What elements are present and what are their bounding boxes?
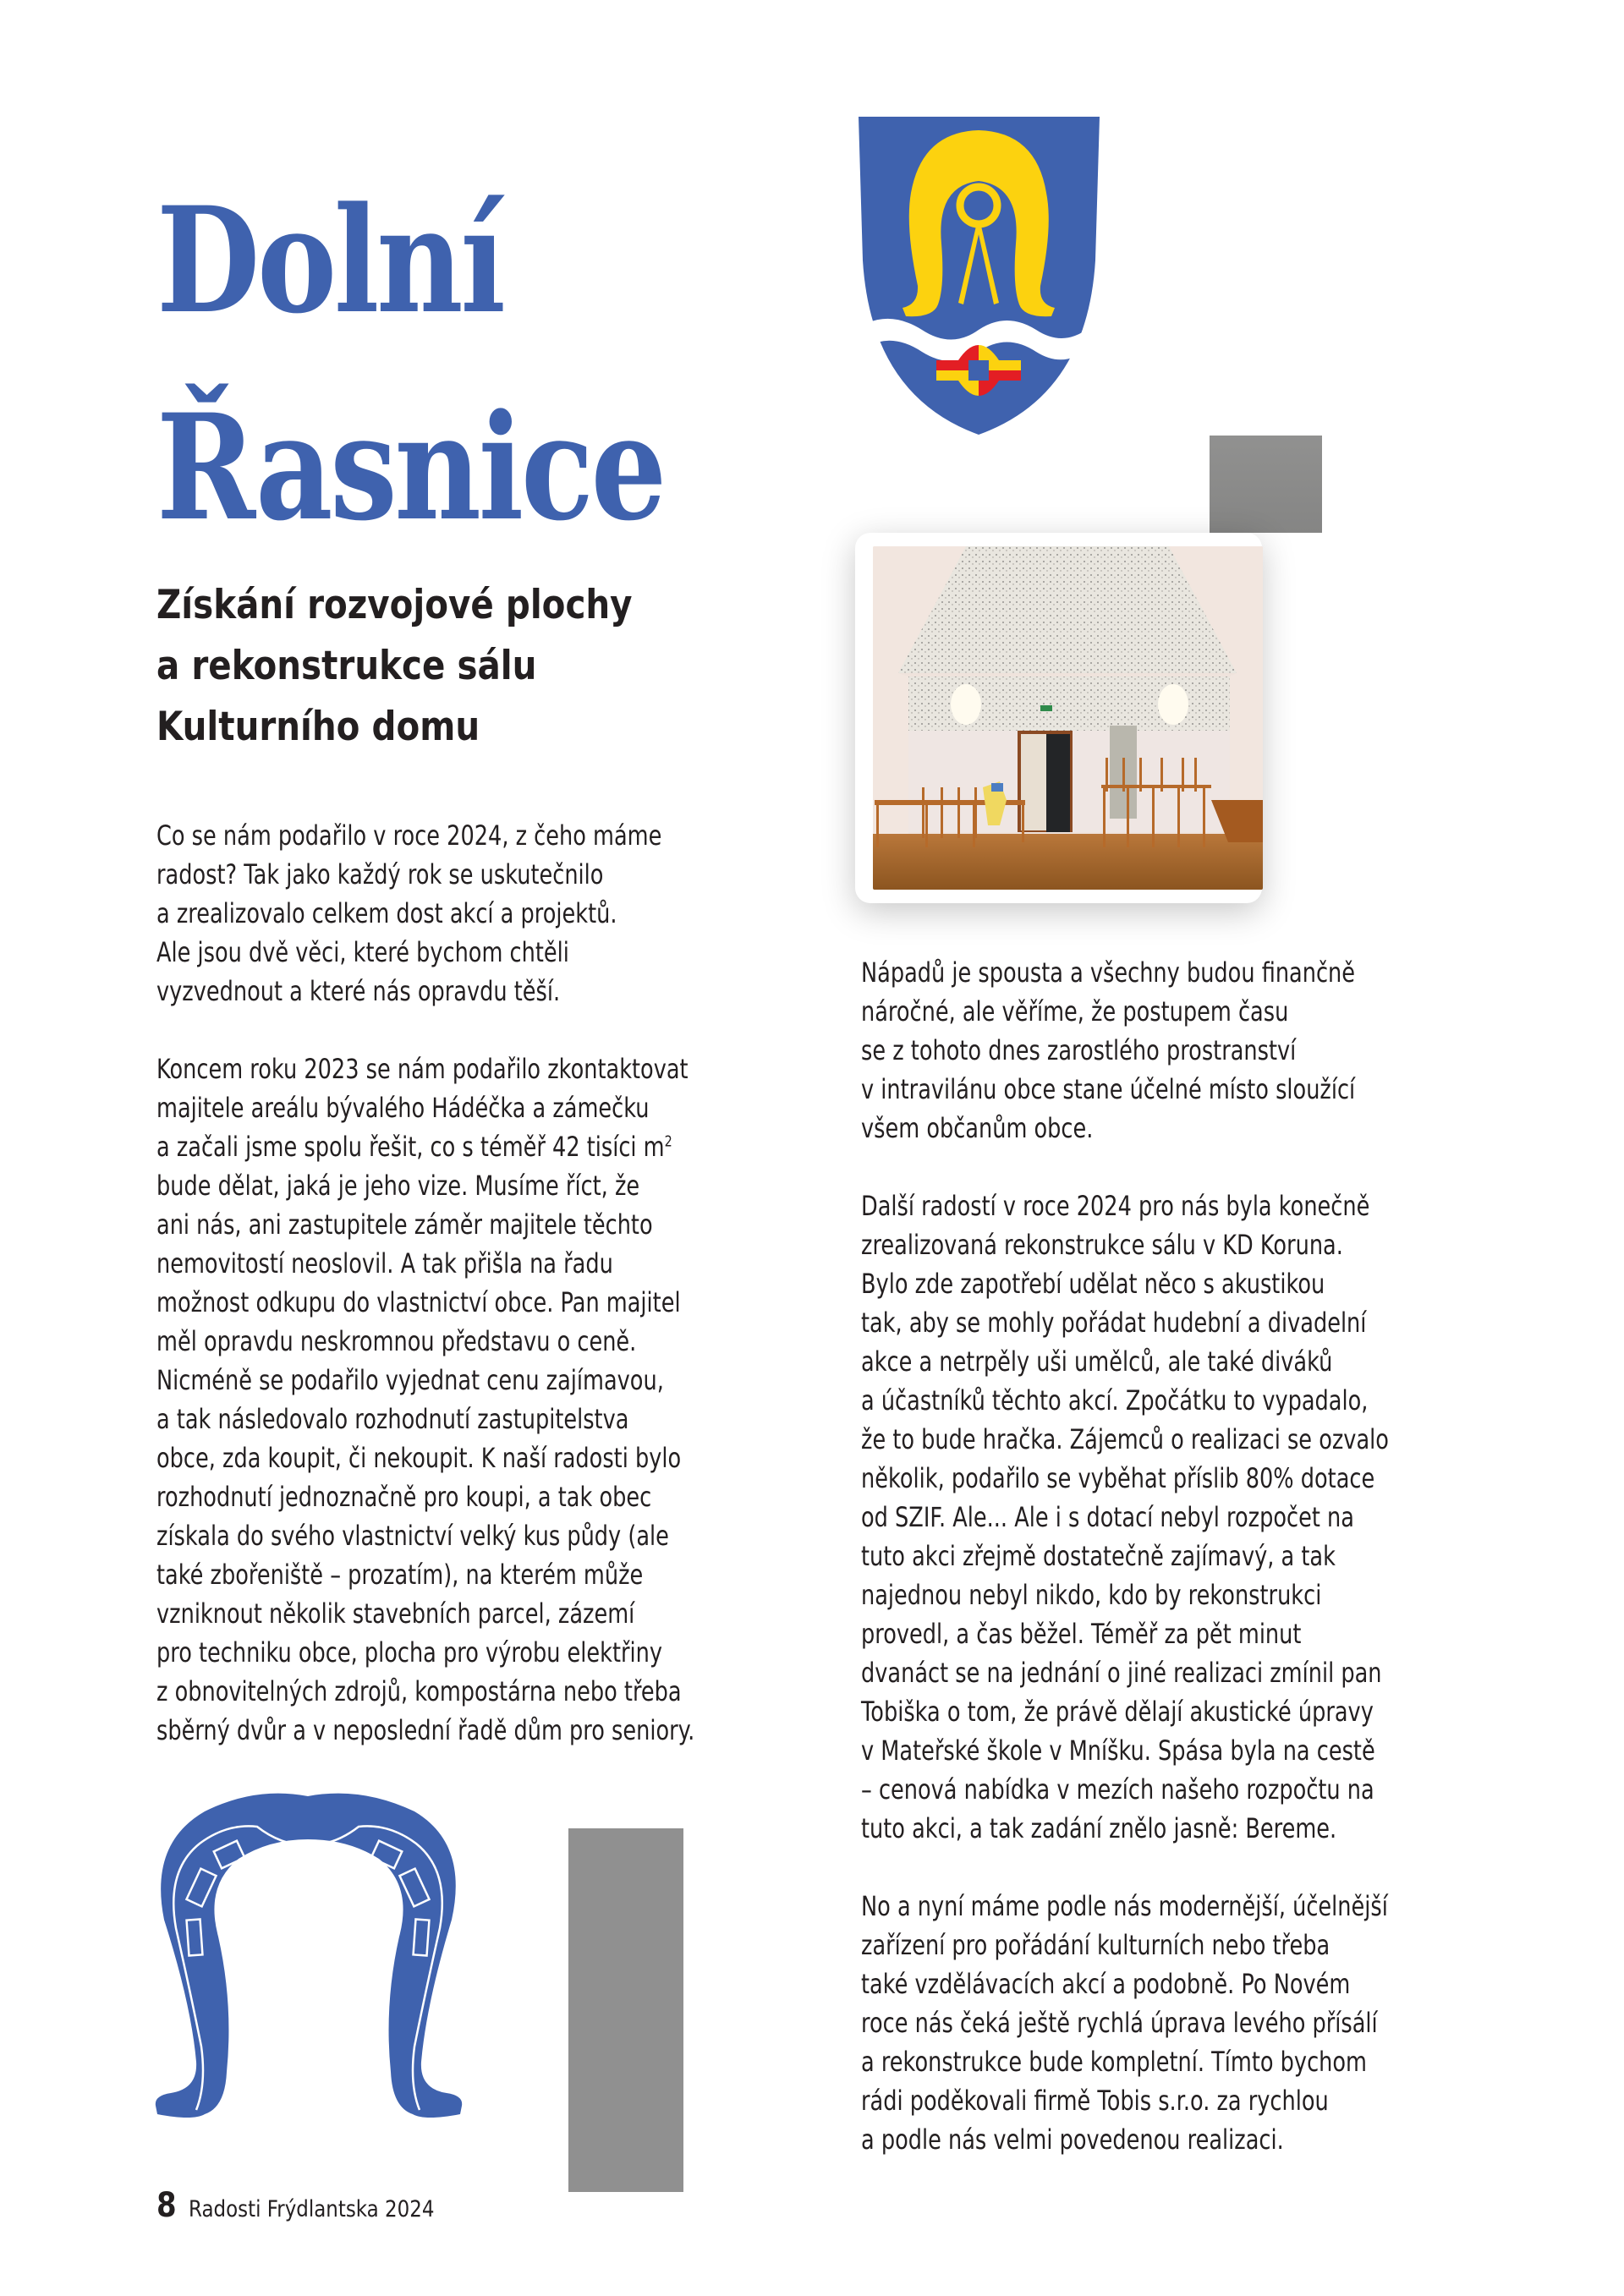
text-line: od SZIF. Ale... Ale i s dotací nebyl rozpočet na <box>861 1501 1354 1533</box>
text-line: Nápadů je spousta a všechny budou finančně <box>861 956 1355 989</box>
text-line: radost? Tak jako každý rok se uskutečnilo <box>156 858 604 890</box>
text-line: Ale jsou dvě věci, které bychom chtěli <box>156 936 569 968</box>
text-line-with-superscript <box>156 1127 694 1166</box>
text-line: dvanáct se na jednání o jiné realizaci zmínil pan <box>861 1657 1382 1689</box>
coat-of-arms-icon <box>859 117 1100 438</box>
text-line: vyzvednout a které nás opravdu těší. <box>156 975 561 1007</box>
text-line: získala do svého vlastnictví velký kus půdy (ale <box>156 1520 669 1552</box>
text-line: – cenová nabídka v mezích našeho rozpočtu na <box>861 1773 1374 1806</box>
text-line: náročné, ale věříme, že postupem času <box>861 995 1289 1027</box>
text-line: vzniknout několik stavebních parcel, zázemí <box>156 1597 635 1630</box>
text-line: tak, aby se mohly pořádat hudební a divadelní <box>861 1307 1367 1339</box>
superscript: 2 <box>664 1132 672 1151</box>
article-subtitle <box>156 575 633 758</box>
right-article-column <box>861 953 1389 2198</box>
text-line: v Mateřské škole v Mníšku. Spása byla na cestě <box>861 1734 1375 1767</box>
title-line-1: Dolní <box>156 174 503 346</box>
horseshoe-icon <box>145 1793 471 2127</box>
paragraph <box>861 1186 1389 1848</box>
text-line: možnost odkupu do vlastnictví obce. Pan majitel <box>156 1286 681 1318</box>
text-line: se z tohoto dnes zarostlého prostranství <box>861 1034 1297 1066</box>
paragraph <box>156 816 694 1011</box>
text-line: Co se nám podařilo v roce 2024, z čeho máme <box>156 819 662 852</box>
text-line: a tak následovalo rozhodnutí zastupitelstva <box>156 1403 629 1435</box>
text-line: měl opravdu neskromnou představu o ceně. <box>156 1325 637 1357</box>
text-line: a účastníků těchto akcí. Zpočátku to vypadalo, <box>861 1384 1369 1417</box>
text-line: že to bude hračka. Zájemců o realizaci se ozvalo <box>861 1423 1389 1455</box>
page-title <box>156 156 664 571</box>
text-line: obce, zda koupit, či nekoupit. K naší radosti bylo <box>156 1442 682 1474</box>
text-line: a začali jsme spolu řešit, co s téměř 42 tisíci m <box>156 1131 665 1163</box>
text-line: najednou nebyl nikdo, kdo by rekonstrukci <box>861 1579 1322 1611</box>
subtitle-line-3: Kulturního domu <box>156 704 480 750</box>
text-line: majitele areálu bývalého Hádéčka a zámečku <box>156 1092 650 1124</box>
left-article-column <box>156 816 694 1789</box>
text-line: Koncem roku 2023 se nám podařilo zkontaktovat <box>156 1053 689 1085</box>
text-line: a zrealizovalo celkem dost akcí a projektů. <box>156 897 617 929</box>
text-line: nemovitostí neoslovil. A tak přišla na řadu <box>156 1247 613 1280</box>
subtitle-line-2: a rekonstrukce sálu <box>156 643 537 689</box>
text-line: bude dělat, jaká je jeho vize. Musíme říct, že <box>156 1170 640 1202</box>
text-line: sběrný dvůr a v neposlední řadě dům pro seniory. <box>156 1714 695 1746</box>
text-line: Nicméně se podařilo vyjednat cenu zajímavou, <box>156 1364 664 1396</box>
text-line: a podle nás velmi povedenou realizaci. <box>861 2123 1284 2156</box>
text-line: No a nyní máme podle nás modernější, účelnější <box>861 1890 1388 1922</box>
gray-accent-block-bottom <box>568 1828 683 2192</box>
text-line: roce nás čeká ještě rychlá úprava levého přísálí <box>861 2007 1378 2039</box>
text-line: všem občanům obce. <box>861 1112 1094 1144</box>
title-line-2: Řasnice <box>156 381 665 553</box>
text-line: tuto akci, a tak zadání znělo jasně: Bereme. <box>861 1812 1337 1844</box>
gray-accent-block-top <box>1210 436 1322 533</box>
text-line: provedl, a čas běžel. Téměř za pět minut <box>861 1618 1302 1650</box>
text-line: a rekonstrukce bude kompletní. Tímto bychom <box>861 2046 1367 2078</box>
text-line: zařízení pro pořádání kulturních nebo třeba <box>861 1929 1330 1961</box>
text-line: rádi poděkovali firmě Tobis s.r.o. za rychlou <box>861 2085 1329 2117</box>
text-line: Bylo zde zapotřebí udělat něco s akustikou <box>861 1268 1325 1300</box>
text-line: zrealizovaná rekonstrukce sálu v KD Koruna. <box>861 1229 1343 1261</box>
text-line: tuto akci zřejmě dostatečně zajímavý, a tak <box>861 1540 1336 1572</box>
text-line: ani nás, ani zastupitele záměr majitele těchto <box>156 1208 653 1241</box>
text-line: pro techniku obce, plocha pro výrobu elektřiny <box>156 1636 663 1669</box>
subtitle-line-1: Získání rozvojové plochy <box>156 582 633 628</box>
text-line: Tobiška o tom, že právě dělají akustické úpravy <box>861 1696 1374 1728</box>
text-line: také zbořeniště – prozatím), na kterém může <box>156 1559 644 1591</box>
hall-photo-frame <box>855 533 1262 903</box>
page-footer <box>156 2186 478 2225</box>
text-line: rozhodnutí jednoznačně pro koupi, a tak obec <box>156 1481 652 1513</box>
text-line: několik, podařilo se vyběhat příslib 80% dotace <box>861 1462 1375 1494</box>
hall-photo <box>873 546 1263 890</box>
paragraph <box>861 1887 1389 2159</box>
publication-name: Radosti Frýdlantska 2024 <box>188 2196 435 2222</box>
text-line: v intravilánu obce stane účelné místo sloužící <box>861 1073 1356 1105</box>
text-line: Další radostí v roce 2024 pro nás byla konečně <box>861 1190 1370 1222</box>
text-line: akce a netrpěly uši umělců, ale také diváků <box>861 1345 1333 1378</box>
text-line: z obnovitelných zdrojů, kompostárna nebo třeba <box>156 1675 682 1707</box>
page-number: 8 <box>156 2186 177 2225</box>
text-line: také vzdělávacích akcí a podobně. Po Novém <box>861 1968 1351 2000</box>
paragraph <box>156 1049 694 1750</box>
paragraph <box>861 953 1389 1148</box>
